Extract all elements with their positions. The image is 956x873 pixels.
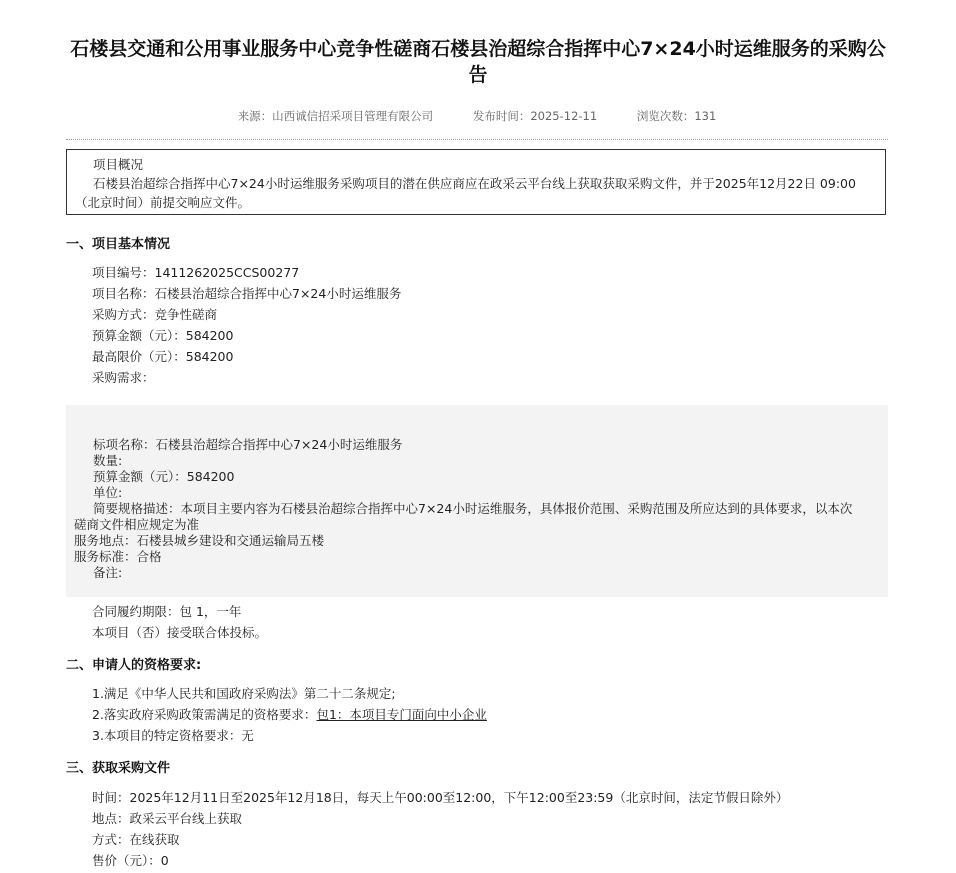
lot-spec-line1: 简要规格描述：本项目主要内容为石楼县治超综合指挥中心7×24小时运维服务，具体报价范围、采购范围及所应达到的具体要求，以本次: [93, 501, 853, 516]
document-price: 售价（元）：0: [92, 853, 169, 868]
max-price: 最高限价（元）：584200: [92, 349, 234, 364]
procurement-method: 采购方式：竞争性磋商: [92, 307, 218, 322]
qualification-item-1: 1.满足《中华人民共和国政府采购法》第二十二条规定;: [92, 686, 396, 701]
qualification-item-2: [92, 705, 487, 723]
lot-spec-line2: 磋商文件相应规定为准: [74, 517, 200, 532]
project-name: 项目名称：石楼县治超综合指挥中心7×24小时运维服务: [92, 286, 402, 301]
lot-remark: 备注:: [93, 565, 123, 580]
lot-unit: 单位:: [93, 485, 123, 500]
lot-standard: 服务标准：合格: [74, 549, 162, 564]
acquire-place: 地点：政采云平台线上获取: [92, 811, 243, 826]
overview-box: [66, 149, 886, 215]
procurement-demand: 采购需求：: [92, 370, 155, 385]
source-text: 来源：山西诚信招采项目管理有限公司: [237, 109, 434, 123]
qualification-item-2-prefix: 2.落实政府采购政策需满足的资格要求：: [92, 707, 317, 722]
page-title: 石楼县交通和公用事业服务中心竞争性磋商石楼县治超综合指挥中心7×24小时运维服务的采购公告: [70, 38, 886, 86]
overview-text: 石楼县治超综合指挥中心7×24小时运维服务采购项目的潜在供应商应在政采云平台线上获取获取采购文件，并于2025年12月22日 09:00（北京时间）前提交响应文件。: [75, 176, 856, 210]
divider: [66, 139, 888, 140]
lot-budget: 预算金额（元）：584200: [93, 469, 235, 484]
acquire-time: 时间：2025年12月11日至2025年12月18日，每天上午00:00至12:00，下午12:00至23:59（北京时间，法定节假日除外）: [92, 790, 789, 805]
qualification-item-3: 3.本项目的特定资格要求：无: [92, 728, 254, 743]
section2-heading: 二、申请人的资格要求:: [66, 658, 202, 673]
article-meta: [66, 108, 888, 124]
section3-heading: 三、获取采购文件: [66, 761, 171, 776]
publish-time: 发布时间：2025-12-11: [472, 109, 598, 123]
budget-amount: 预算金额（元）：584200: [92, 328, 234, 343]
lot-quantity: 数量:: [93, 453, 123, 468]
lot-name: 标项名称：石楼县治超综合指挥中心7×24小时运维服务: [93, 437, 403, 452]
lot-location: 服务地点：石楼县城乡建设和交通运输局五楼: [74, 533, 325, 548]
overview-heading: 项目概况: [93, 157, 144, 172]
project-number: 项目编号：1411262025CCS00277: [92, 265, 300, 280]
consortium-note: 本项目（否）接受联合体投标。: [92, 625, 268, 640]
view-count: 浏览次数：131: [636, 109, 717, 123]
contract-period: 合同履约期限：包 1，一年: [92, 604, 242, 619]
lot-details-panel: [66, 405, 888, 597]
section1-heading: 一、项目基本情况: [66, 237, 171, 252]
acquire-way: 方式：在线获取: [92, 832, 180, 847]
sme-policy-link[interactable]: 包1：本项目专门面向中小企业: [316, 707, 487, 722]
